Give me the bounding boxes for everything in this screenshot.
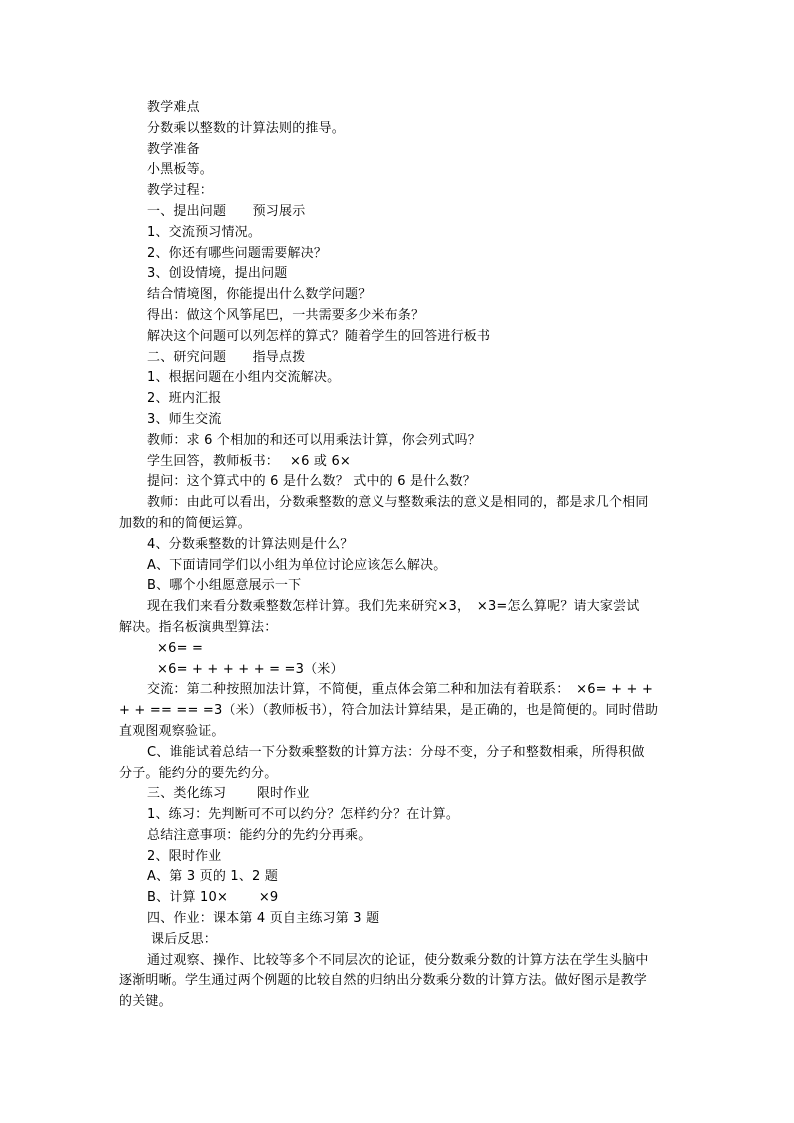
text-line: 3、创设情境，提出问题 xyxy=(147,266,288,282)
text-line: ×6= + + + + + = =3（米） xyxy=(157,661,344,677)
text-line: 1、根据问题在小组内交流解决。 xyxy=(147,370,341,386)
text-line: 通过观察、操作、比较等多个不同层次的论证，使分数乘分数的计算方法在学生头脑中 xyxy=(147,952,649,968)
text-line: 直观图观察验证。 xyxy=(119,723,225,739)
text-line: 教师：由此可以看出，分数乘整数的意义与整数乘法的意义是相同的，都是求几个相同 xyxy=(147,495,649,511)
text-line: 现在我们来看分数乘整数怎样计算。我们先来研究×3， ×3=怎么算呢？请大家尝试 xyxy=(147,599,640,615)
text-line: 结合情境图，你能提出什么数学问题？ xyxy=(147,287,372,303)
text-line: 小黑板等。 xyxy=(147,162,214,178)
text-line: C、谁能试着总结一下分数乘整数的计算方法：分母不变，分子和整数相乘，所得积做 xyxy=(147,744,645,760)
text-line: A、下面请同学们以小组为单位讨论应该怎么解决。 xyxy=(147,557,447,573)
text-line: 分数乘以整数的计算法则的推导。 xyxy=(147,120,346,136)
text-line: 三、类化练习 限时作业 xyxy=(147,786,310,802)
text-line: 3、师生交流 xyxy=(147,411,222,427)
text-line: B、哪个小组愿意展示一下 xyxy=(147,578,302,594)
text-line: A、第 3 页的 1、2 题 xyxy=(147,869,279,885)
text-line: 加数的和的简便运算。 xyxy=(119,515,252,531)
text-line: 交流：第二种按照加法计算，不简便，重点体会第二种和加法有着联系： ×6= + + + xyxy=(147,682,654,698)
text-line: 1、练习：先判断可不可以约分？怎样约分？在计算。 xyxy=(147,807,460,823)
text-line: 解决这个问题可以列怎样的算式？随着学生的回答进行板书 xyxy=(147,328,491,344)
text-line: ×6= = xyxy=(157,640,204,656)
text-line: + + == == =3（米）（教师板书），符合加法计算结果，是正确的，也是简便的。同时借助 xyxy=(119,703,659,719)
text-line: 提问：这个算式中的 6 是什么数？ 式中的 6 是什么数？ xyxy=(147,474,477,490)
text-line: 教师：求 6 个相加的和还可以用乘法计算，你会列式吗？ xyxy=(147,432,481,448)
text-line: 的关键。 xyxy=(119,994,172,1010)
text-line: 二、研究问题 指导点拨 xyxy=(147,349,306,365)
text-line: 总结注意事项：能约分的先约分再乘。 xyxy=(147,827,372,843)
text-line: 2、班内汇报 xyxy=(147,391,222,407)
document-body xyxy=(119,98,679,1013)
text-line: 得出：做这个风筝尾巴，一共需要多少米布条？ xyxy=(147,307,425,323)
text-line: 教学难点 xyxy=(147,100,200,115)
text-line: 学生回答，教师板书： ×6 或 6× xyxy=(147,453,352,469)
text-line: 课后反思： xyxy=(151,931,218,947)
text-line: 教学准备 xyxy=(147,141,200,157)
text-line: 四、作业：课本第 4 页自主练习第 3 题 xyxy=(147,911,380,927)
text-line: 逐渐明晰。学生通过两个例题的比较自然的归纳出分数乘分数的计算方法。做好图示是教学 xyxy=(119,973,648,989)
text-line: 2、你还有哪些问题需要解决？ xyxy=(147,245,328,261)
text-line: B、计算 10× ×9 xyxy=(147,890,279,906)
text-line: 一、提出问题 预习展示 xyxy=(147,203,306,219)
text-line: 教学过程： xyxy=(147,183,214,199)
text-line: 2、限时作业 xyxy=(147,848,222,864)
text-line: 分子。能约分的要先约分。 xyxy=(119,765,278,781)
text-line: 解决。指名板演典型算法： xyxy=(119,619,278,635)
text-line: 1、交流预习情况。 xyxy=(147,224,262,240)
text-line: 4、分数乘整数的计算法则是什么？ xyxy=(147,536,354,552)
